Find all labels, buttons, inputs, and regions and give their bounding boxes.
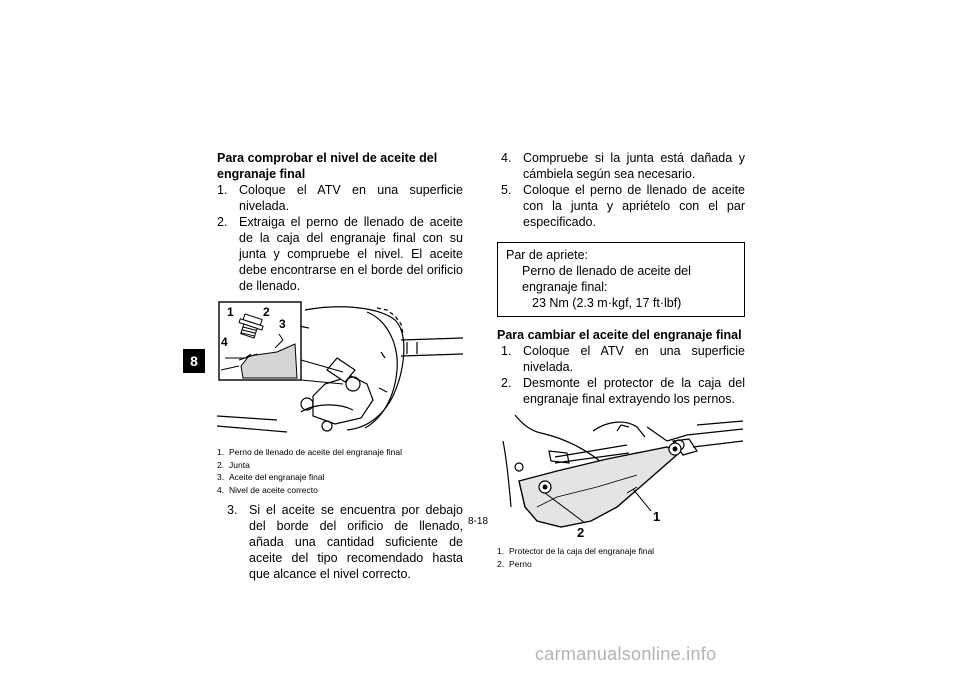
- list-item: 5. Coloque el perno de llenado de aceite con la junta y apriételo con el par especificado.: [501, 183, 745, 229]
- list-item: 4. Nivel de aceite correcto: [217, 484, 318, 495]
- torque-spec-box: [497, 242, 745, 317]
- list-item: 1. Coloque el ATV en una superficie nivelada.: [501, 344, 745, 374]
- callout-3: 3: [279, 317, 286, 331]
- callout-2: 2: [577, 525, 585, 540]
- section-heading-change: Para cambiar el aceite del engranaje final: [497, 328, 742, 342]
- figure-oil-filler-bolt: [217, 300, 463, 442]
- left-column: [217, 150, 463, 582]
- steps-check-right: [497, 150, 745, 230]
- callout-2: 2: [263, 305, 270, 319]
- list-item: 3. Aceite del engranaje final: [217, 472, 325, 482]
- page-number: 8-18: [468, 516, 489, 527]
- illustration-gear-case-protector: [497, 411, 745, 543]
- figure-gear-case-protector: [497, 411, 745, 543]
- list-item: 2. Desmonte el protector de la caja del engranaje final extrayendo los pernos.: [501, 376, 745, 406]
- callout-1: 1: [227, 305, 234, 319]
- list-item: 4. Compruebe si la junta está dañada y cámbiela según sea necesario.: [501, 151, 745, 181]
- callout-4: 4: [221, 335, 228, 349]
- list-item: 2. Perno: [497, 558, 532, 569]
- captions-figure-1: [217, 446, 463, 496]
- right-column: [497, 150, 745, 570]
- chapter-tab: 8: [183, 349, 205, 373]
- callout-1: 1: [653, 509, 661, 524]
- inset-detail: [219, 302, 301, 380]
- list-item: 2. Extraiga el perno de llenado de aceite de la caja del engranaje final con su junta y compruebe el nivel. El aceite debe encontrarse en el borde del orificio de llenado.: [217, 215, 463, 293]
- spec-value: 23 Nm (2.3 m·kgf, 17 ft·lbf): [532, 296, 682, 310]
- section-heading-check: Para comprobar el nivel de aceite del engranaje final: [217, 151, 438, 181]
- spec-title: Par de apriete:: [506, 248, 588, 262]
- list-item: 1. Coloque el ATV en una superficie nivelada.: [217, 183, 463, 213]
- list-item: 1. Perno de llenado de aceite del engranaje final: [217, 447, 402, 457]
- list-item: 1. Protector de la caja del engranaje final: [497, 546, 655, 556]
- steps-check: [217, 182, 463, 294]
- spec-item: Perno de llenado de aceite del engranaje final:: [522, 264, 691, 294]
- list-item: 2. Junta: [217, 459, 250, 470]
- list-item: 3. Si el aceite se encuentra por debajo del borde del orificio de llenado, añada una cantidad suficiente de aceite del tipo recomendado hasta que alcance el nivel correcto.: [227, 503, 463, 581]
- steps-check-continued: [217, 502, 463, 582]
- captions-figure-2: [497, 545, 745, 570]
- watermark: carmanualsonline.info: [535, 644, 717, 664]
- illustration-gear-case: [217, 300, 463, 442]
- steps-change: [497, 343, 745, 407]
